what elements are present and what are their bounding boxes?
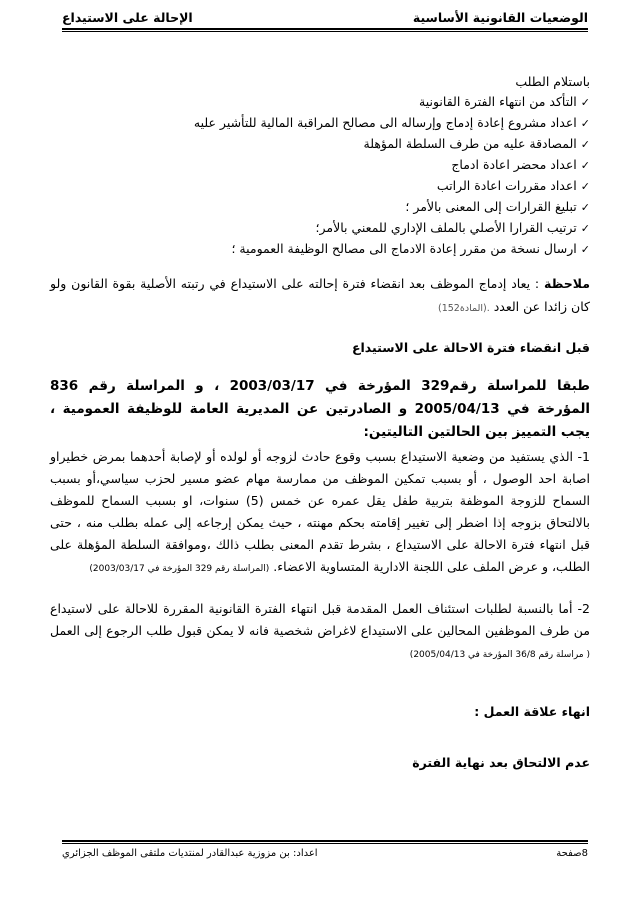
checklist-item bbox=[50, 197, 590, 218]
checklist-item bbox=[50, 134, 590, 155]
intro-line: باستلام الطلب bbox=[515, 74, 590, 89]
page-footer bbox=[62, 848, 588, 864]
case-2-reference: ( مراسلة رقم 36/8 المؤرخة في 2005/04/13) bbox=[409, 650, 590, 660]
checkmark-icon: ✓ bbox=[580, 243, 590, 256]
footer-rule-thin bbox=[62, 843, 588, 844]
checklist-item bbox=[50, 218, 590, 239]
checkmark-icon: ✓ bbox=[580, 159, 590, 172]
checklist-item-text: ارسال نسخة من مقرر إعادة الادماج الى مصالح الوظيفة العمومية ؛ bbox=[231, 241, 577, 256]
checkmark-icon: ✓ bbox=[580, 117, 590, 130]
footer-rule bbox=[62, 840, 588, 842]
checklist-item-text: اعداد مشروع إعادة إدماج وإرساله الى مصالح المراقبة المالية للتأشير عليه bbox=[193, 115, 577, 130]
header-title-right: الوضعيات القانونية الأساسية bbox=[412, 10, 588, 25]
footer-author: اعداد: بن مزوزية عبدالقادر لمنتديات ملتقى الموظف الجزائري bbox=[62, 848, 318, 859]
checklist-item-text: ترتيب القرارا الأصلي بالملف الإداري للمعني بالأمر؛ bbox=[315, 220, 577, 235]
section-heading-end-of-work: انهاء علاقة العمل : bbox=[474, 704, 590, 719]
checklist-item-text: التأكد من انتهاء الفترة القانونية bbox=[419, 94, 577, 109]
checkmark-icon: ✓ bbox=[580, 138, 590, 151]
checklist-item-text: اعداد محضر اعادة ادماج bbox=[451, 157, 577, 172]
case-2-text: 2- أما بالنسبة لطلبات استئناف العمل المقدمة قبل انتهاء الفترة القانونية المقررة للاحالة على لاستيداع من طرف الموظفين المحالين على الاستيداع لاغراض شخصية فانه لا يمكن قبول طلب الرجوع إلى العمل bbox=[50, 601, 590, 638]
checklist-item-text: اعداد مقررات اعادة الراتب bbox=[436, 178, 577, 193]
checklist-item-text: المصادقة عليه من طرف السلطة المؤهلة bbox=[363, 136, 577, 151]
circular-paragraph: طبقا للمراسلة رقم329 المؤرخة في 2003/03/17 ، و المراسلة رقم 836 المؤرخة في 2005/04/13 و الصادرتين عن المديرية العامة للوظيفة العمومية ، يجب التمييز بين الحالتين التاليتين: bbox=[50, 378, 591, 440]
case-1-text: 1- الذي يستفيد من وضعية الاستيداع بسبب وقوع حادث لزوجه أو لولده أو لإصابة أحدهما بمرض خطيراو اصابة احد الوصول ، أو بسبب تمكين الموظف من ممارسة مهام عضو مسير لحزب سياسي،أو بسبب السماح للزوجة الموظفة بتربية طفل يقل عمره عن خمس (5) سنوات، او بسبب السماح للموظف بالالتحاق بزوجه إذا اضطر إلى تغيير إقامته بحكم مهنته ، حيث يمكن إرجاعه إلى عمله بطلب منه ، حتى قبل انتهاء فترة الاحالة على الاستيداع ، بشرط تقدم المعنى بطلب ذالك ،وموافقة السلطة المؤهلة على الطلب، و عرض الملف على اللجنة الادارية المتساوية الاعضاء. bbox=[50, 449, 590, 574]
header-rule bbox=[62, 28, 588, 30]
checklist-item bbox=[50, 176, 590, 197]
note-reference: .(المادة152) bbox=[438, 303, 490, 314]
checkmark-icon: ✓ bbox=[580, 222, 590, 235]
note-label: ملاحظة bbox=[544, 276, 590, 291]
section-heading-non-return: عدم الالتحاق بعد نهاية الفترة bbox=[412, 755, 590, 770]
case-1-paragraph bbox=[50, 446, 590, 580]
checklist-item bbox=[50, 155, 590, 176]
checklist-item bbox=[50, 113, 590, 134]
section-heading-before-end: قبل انقضاء فترة الاحالة على الاستيداع bbox=[351, 340, 590, 355]
page-number: 8صفحة bbox=[556, 848, 588, 859]
case-1-reference: (المراسلة رقم 329 المؤرخة في 2003/03/17) bbox=[89, 564, 270, 574]
page-body bbox=[50, 72, 590, 772]
checkmark-icon: ✓ bbox=[580, 96, 590, 109]
checklist-item bbox=[50, 92, 590, 113]
checklist-item bbox=[50, 239, 590, 260]
note-paragraph bbox=[50, 272, 590, 320]
header-rule-thin bbox=[62, 31, 588, 32]
case-2-paragraph bbox=[50, 598, 590, 666]
note-text: : يعاد إدماج الموظف بعد انقضاء فترة إحالته على الاستيداع في رتبته الأصلية بقوة القانون ولو كان زائدا عن العدد bbox=[50, 276, 590, 314]
checkmark-icon: ✓ bbox=[580, 180, 590, 193]
checklist-item-text: تبليغ القرارات إلى المعنى بالأمر ؛ bbox=[405, 199, 577, 214]
header-title-left: الإحالة على الاستيداع bbox=[62, 10, 193, 25]
checklist bbox=[50, 92, 590, 260]
checkmark-icon: ✓ bbox=[580, 201, 590, 214]
